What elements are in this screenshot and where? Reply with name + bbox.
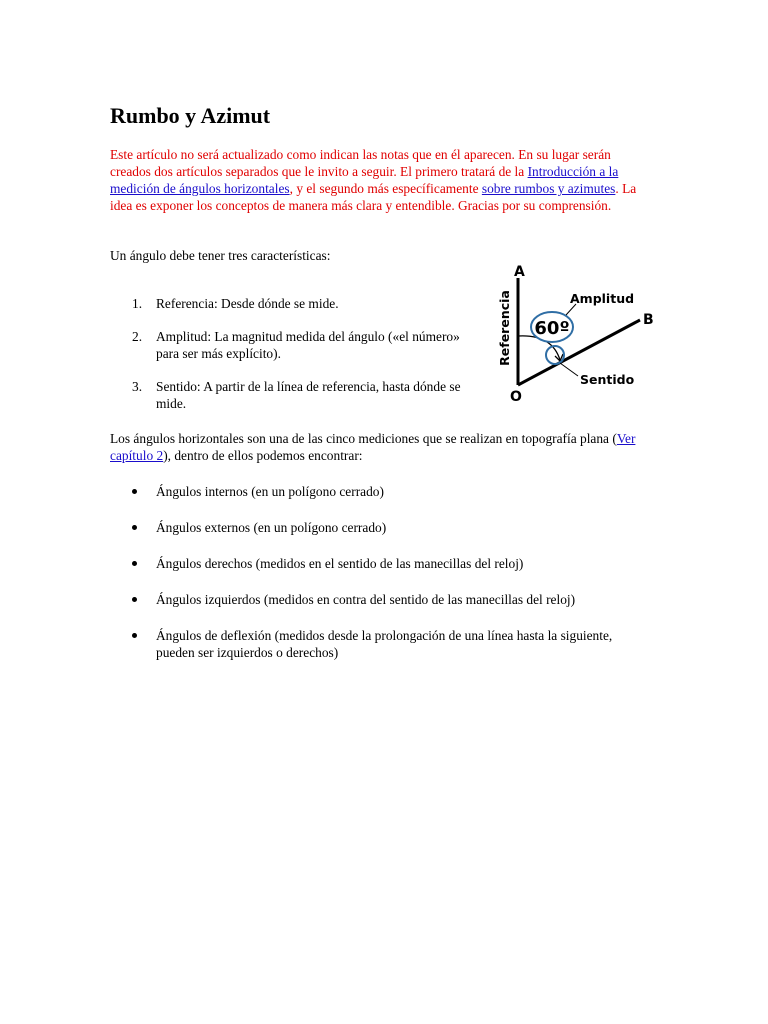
list-item — [110, 483, 640, 500]
link-intro-angles[interactable]: Introducción a la medición de ángulos horizontales — [110, 164, 619, 196]
list-item — [110, 295, 485, 312]
list-item — [110, 328, 485, 362]
list-item — [110, 627, 640, 661]
point-a-label: A — [514, 264, 525, 280]
link-ver-capitulo-2[interactable]: Ver capítulo 2 — [110, 431, 636, 463]
characteristics-list — [110, 295, 485, 428]
paragraph-text-2: ), dentro de ellos podemos encontrar: — [163, 448, 363, 463]
sense-pointer — [560, 363, 578, 376]
item-text: Referencia: Desde dónde se mide. — [156, 296, 339, 311]
page-title: Rumbo y Azimut — [110, 103, 271, 128]
referencia-label: Referencia — [497, 290, 512, 366]
item-number: 2. — [132, 329, 143, 344]
update-notice — [110, 146, 650, 214]
item-text: Ángulos externos (en un polígono cerrado) — [156, 520, 387, 535]
notice-text-1: Este artículo no será actualizado como indican las notas que en él aparecen. En su lugar serán creados dos artículos separados que le invito a seguir. El primero tratará de la — [110, 147, 611, 179]
list-item — [110, 519, 640, 536]
angle-types-list — [110, 483, 640, 680]
item-text: Amplitud: La magnitud medida del ángulo («el número» para ser más explícito). — [156, 329, 460, 361]
item-text: Ángulos internos (en un polígono cerrado) — [156, 484, 384, 499]
link-rumbos-azimutes[interactable]: sobre rumbos y azimutes — [481, 181, 616, 196]
item-text: Ángulos derechos (medidos en el sentido de las manecillas del reloj) — [156, 556, 524, 571]
bullet-icon — [132, 489, 137, 494]
list-item — [110, 555, 640, 572]
item-text: Sentido: A partir de la línea de referencia, hasta dónde se mide. — [156, 379, 461, 411]
item-number: 3. — [132, 379, 143, 394]
item-text: Ángulos izquierdos (medidos en contra del sentido de las manecillas del reloj) — [156, 592, 576, 607]
list-item — [110, 591, 640, 608]
bullet-icon — [132, 561, 137, 566]
angle-value-label: 60º — [534, 318, 570, 339]
item-text: Ángulos de deflexión (medidos desde la prolongación de una línea hasta la siguiente, pueden ser izquierdos o derechos) — [156, 628, 613, 660]
point-o-label: O — [510, 389, 522, 405]
amplitude-label: Amplitud — [570, 291, 635, 306]
notice-text-3: . La idea es exponer los conceptos de manera más clara y entendible. Gracias por su comprensión. — [110, 181, 637, 213]
intro-text: Un ángulo debe tener tres características: — [110, 248, 331, 263]
item-number: 1. — [132, 296, 143, 311]
notice-text-2: , y el segundo más específicamente — [289, 181, 482, 196]
bullet-icon — [132, 525, 137, 530]
list-item — [110, 378, 485, 412]
horizontal-angles-paragraph — [110, 430, 650, 464]
paragraph-text-1: Los ángulos horizontales son una de las cinco mediciones que se realizan en topografía plana ( — [110, 431, 617, 446]
angle-diagram — [484, 260, 664, 405]
bullet-icon — [132, 633, 137, 638]
sentido-label: Sentido — [580, 372, 635, 387]
point-b-label: B — [643, 312, 654, 328]
bullet-icon — [132, 597, 137, 602]
